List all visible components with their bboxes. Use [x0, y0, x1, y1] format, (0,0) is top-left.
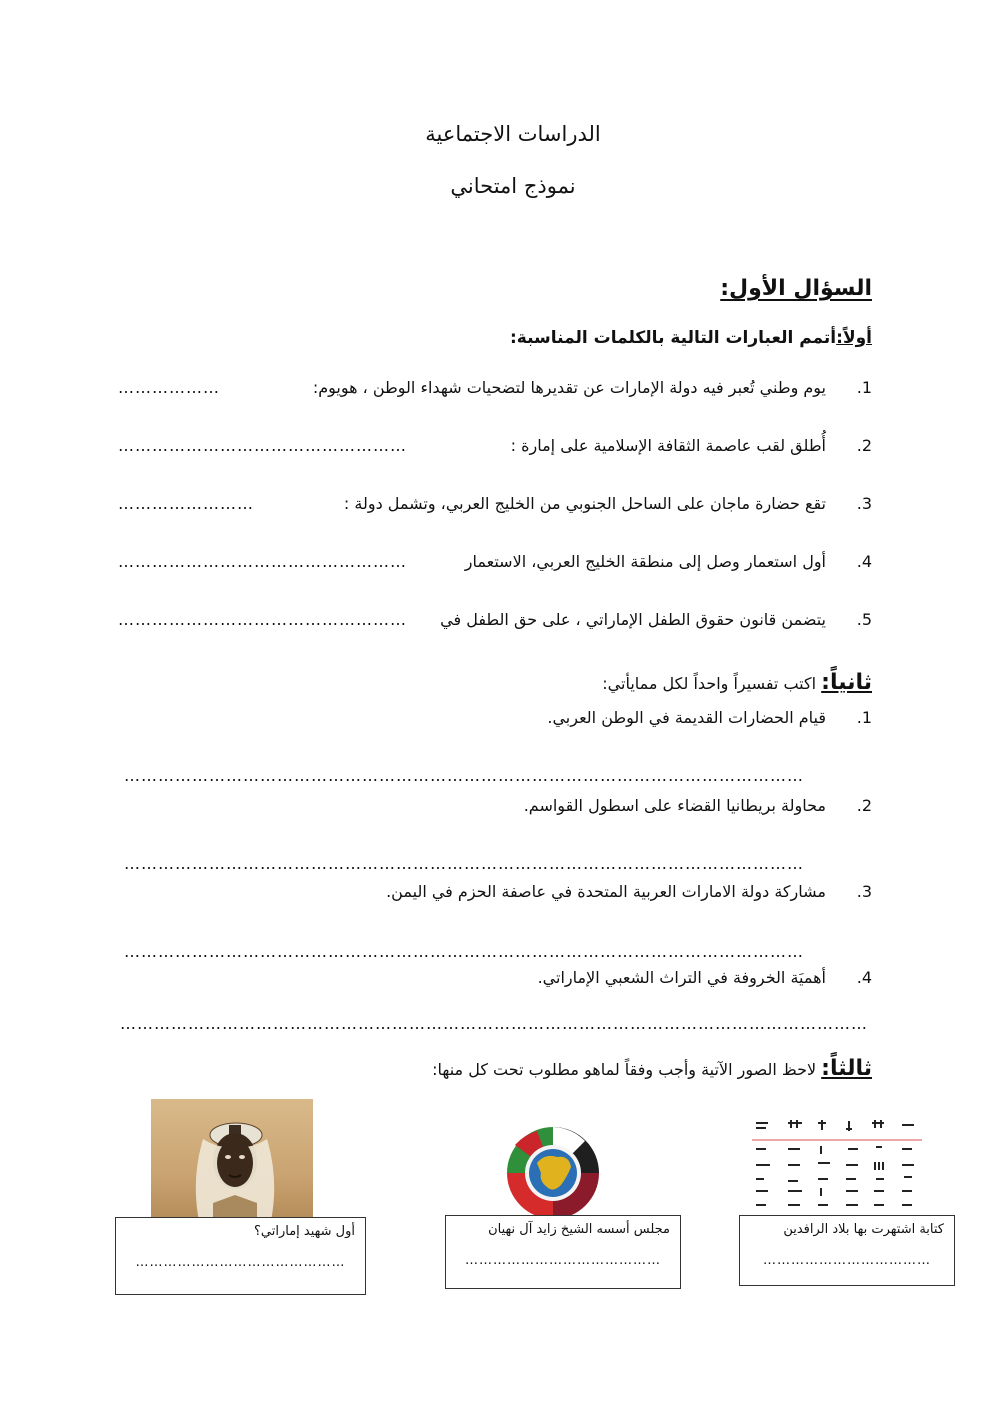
fill-item-2 — [118, 436, 872, 455]
explain-item-number: 2. — [856, 796, 872, 815]
fill-item-number: 1. — [856, 378, 872, 397]
explain-item-number: 1. — [856, 708, 872, 727]
fill-item-text: يوم وطني تُعبر فيه دولة الإمارات عن تقديرها لتضحيات شهداء الوطن ، هويوم: — [312, 378, 826, 397]
answer-line[interactable]: ………………………………………………………………………………………………………… — [124, 854, 804, 873]
explain-item-number: 4. — [856, 968, 872, 987]
explain-item-3 — [386, 882, 872, 901]
gcc-emblem-icon — [497, 1119, 609, 1219]
explain-item-number: 3. — [856, 882, 872, 901]
fill-item-number: 2. — [856, 436, 872, 455]
box-answer-blank[interactable]: …………………………………… — [465, 1253, 661, 1268]
question-one-heading: السؤال الأول: — [720, 276, 872, 301]
box-question: كتابة اشتهرت بها بلاد الرافدين — [783, 1222, 944, 1237]
fill-item-text: تقع حضارة ماجان على الساحل الجنوبي من الخليج العربي، وتشمل دولة : — [343, 494, 826, 513]
explain-item-4 — [538, 968, 872, 987]
answer-box-martyr — [115, 1217, 366, 1295]
answer-blank[interactable]: …………………………………………… — [118, 436, 407, 455]
gcc-emblem-image — [497, 1119, 609, 1219]
explain-item-text: قيام الحضارات القديمة في الوطن العربي. — [547, 708, 826, 727]
explain-item-text: أهميَة الخروفة في التراث الشعبي الإماراتي. — [537, 968, 826, 987]
box-question: أول شهيد إماراتي؟ — [253, 1224, 355, 1239]
martyr-portrait-image — [151, 1099, 313, 1221]
part-three-instruction: لاحظ الصور الآتية وأجب وفقاً لماهو مطلوب تحت كل منها: — [432, 1060, 817, 1079]
fill-item-text: يتضمن قانون حقوق الطفل الإماراتي ، على حق الطفل في — [440, 610, 826, 629]
answer-blank[interactable]: ……………… — [118, 378, 220, 397]
answer-line[interactable]: ………………………………………………………………………………………………………… — [124, 766, 804, 785]
fill-item-text: أول استعمار وصل إلى منطقة الخليج العربي، الاستعمار — [464, 552, 826, 571]
fill-item-5 — [118, 610, 872, 629]
answer-blank[interactable]: …………………………………………… — [118, 552, 407, 571]
explain-item-2 — [524, 796, 872, 815]
fill-item-number: 5. — [856, 610, 872, 629]
answer-line[interactable]: ………………………………………………………………………………………………………… — [124, 942, 804, 961]
fill-item-text: أُطلق لقب عاصمة الثقافة الإسلامية على إمارة : — [510, 436, 826, 455]
box-question: مجلس أسسه الشيخ زايد آل نهيان — [488, 1222, 670, 1237]
fill-item-4 — [118, 552, 872, 571]
fill-item-1 — [118, 378, 872, 397]
cuneiform-chart-image — [752, 1118, 922, 1218]
box-answer-blank[interactable]: ……………………………………… — [135, 1255, 346, 1270]
answer-box-writing — [739, 1215, 955, 1286]
explain-item-1 — [547, 708, 872, 727]
part-one-label: أولاً: — [836, 328, 872, 348]
box-answer-blank[interactable]: ……………………………… — [763, 1253, 931, 1268]
part-one-instruction: أتمم العبارات التالية بالكلمات المناسبة: — [510, 328, 837, 348]
cuneiform-signs-icon — [752, 1118, 922, 1218]
fill-item-number: 4. — [856, 552, 872, 571]
answer-blank[interactable]: …………………………………………… — [118, 610, 407, 629]
part-two-intro — [602, 670, 872, 695]
fill-item-number: 3. — [856, 494, 872, 513]
explain-item-text: مشاركة دولة الامارات العربية المتحدة في عاصفة الحزم في اليمن. — [386, 882, 826, 901]
part-two-label: ثانياً: — [821, 670, 872, 695]
answer-line[interactable]: …………………………………………………………………………………………………………………… — [120, 1014, 868, 1033]
explain-item-text: محاولة بريطانيا القضاء على اسطول القواسم. — [523, 796, 826, 815]
part-three-label: ثالثاً: — [821, 1056, 872, 1081]
part-two-instruction: اكتب تفسيراً واحداً لكل ممايأتي: — [602, 674, 817, 693]
part-three-intro — [432, 1056, 872, 1081]
exam-type-title: نموذج امتحاني — [450, 174, 576, 198]
subject-title: الدراسات الاجتماعية — [425, 122, 601, 146]
part-one-intro — [510, 328, 872, 348]
answer-blank[interactable]: …………………… — [118, 494, 254, 513]
portrait-drawing — [151, 1099, 313, 1221]
answer-box-council — [445, 1215, 681, 1289]
fill-item-3 — [118, 494, 872, 513]
